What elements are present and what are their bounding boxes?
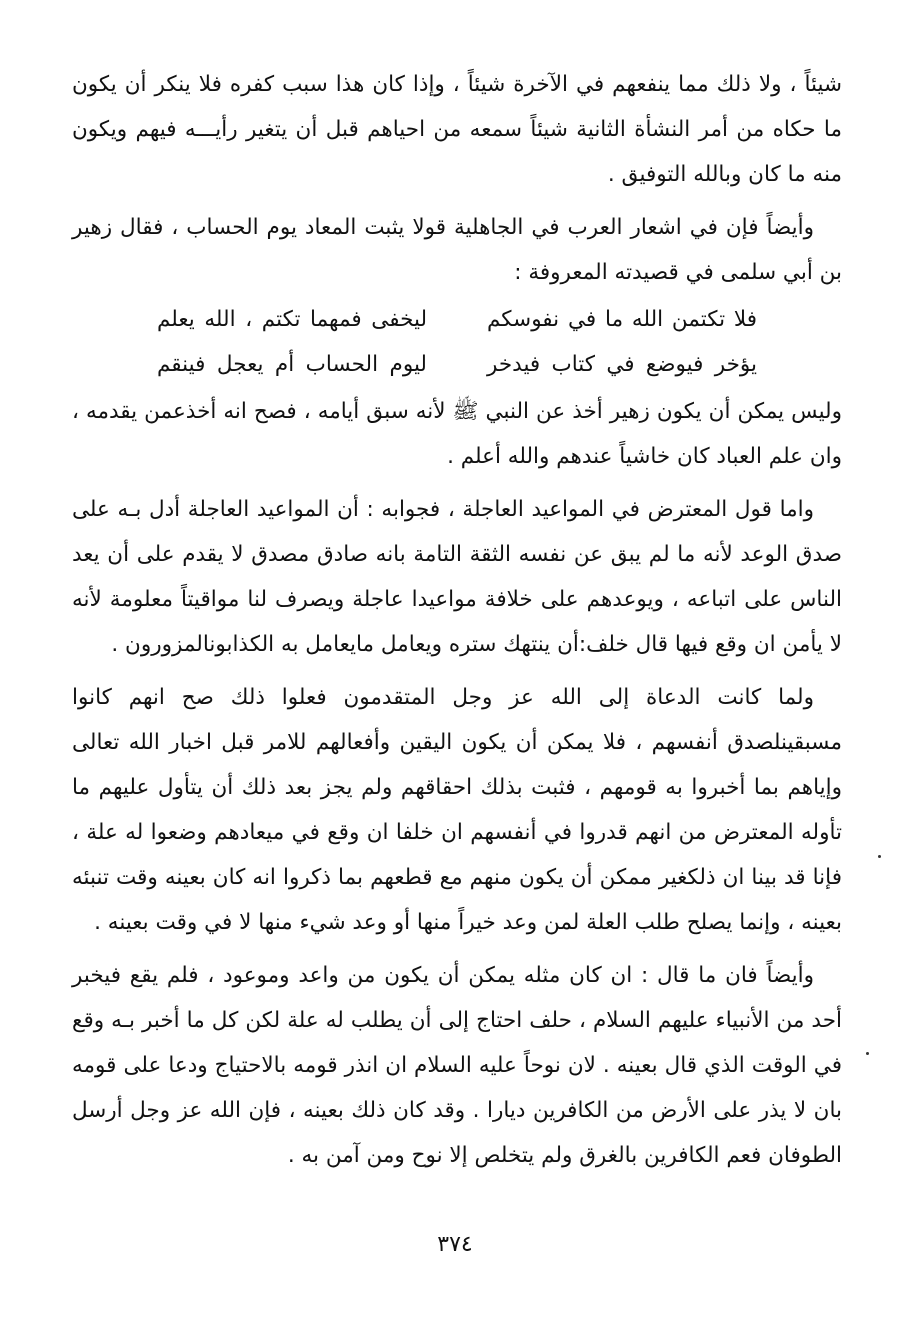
poem-verses — [72, 295, 842, 389]
verse-2 — [72, 342, 842, 387]
paragraph-4: واما قول المعترض في المواعيد العاجلة ، فجوابه : أن المواعيد العاجلة أدل بـه على صدق الوعد لأنه ما لم يبق عن نفسه الثقة التامة بانه صادق مصدق لا يقدم على أن يعد الناس على اتباعه ، ويوعدهم على خلافة مواعيدا عاجلة ويصرف لنا مواقيتاً معلومة لأنه لا يأمن ان وقع فيها قال خلف:أن ينتهك ستره ويعامل مايعامل به الكذابونالمزورون . — [72, 497, 842, 657]
paragraph-3: وليس يمكن أن يكون زهير أخذ عن النبي ﷺ لأنه سبق أيامه ، فصح انه أخذعمن يقدمه ، وان علم العباد كان خاشياً عندهم والله أعلم . — [72, 399, 842, 469]
page-body — [72, 62, 842, 1178]
verse-2-second-hemistich: ليوم الحساب أم يعجل فينقم — [157, 352, 427, 377]
paragraph-2: وأيضاً فإن في اشعار العرب في الجاهلية قولا يثبت المعاد يوم الحساب ، فقال زهير بن أبي سلمى في قصيدته المعروفة : — [72, 215, 842, 285]
paragraph-6: وأيضاً فان ما قال : ان كان مثله يمكن أن يكون من واعد وموعود ، فلم يقع فيخبر أحد من الأنبياء عليهم السلام ، حلف احتاج إلى أن يطلب له علة لكن كل ما أخبر بـه وقع في الوقت الذي قال بعينه . لان نوحاً عليه السلام ان انذر قومه بالاحتياج ودعا على قومه بان لا يذر على الأرض من الكافرين ديارا . وقد كان ذلك بعينه ، فإن الله عز وجل أرسل الطوفان فعم الكافرين بالغرق ولم يتخلص إلا نوح ومن آمن به . — [72, 963, 842, 1168]
verse-2-first-hemistich: يؤخر فيوضع في كتاب فيدخر — [487, 352, 757, 377]
verse-1-first-hemistich: فلا تكتمن الله ما في نفوسكم — [487, 307, 757, 332]
paragraph-5: ولما كانت الدعاة إلى الله عز وجل المتقدمون فعلوا ذلك صح انهم كانوا مسبقينلصدق أنفسهم ، فلا يمكن أن يكون اليقين وأفعالهم للامر قبل اخبار الله تعالى وإياهم بما أخبروا به قومهم ، فثبت بذلك احقاقهم ولم يجز بعد ذلك أن يتأول عليهم ما تأوله المعترض من انهم قدروا في أنفسهم ان خلفا ان وقع في ميعادهم وضعوا له علة ، فإنا قد بينا ان ذلكغير ممكن أن يكون منهم مع قطعهم بما ذكروا انه كان بعينه وقت تنبئه بعينه ، وإنما يصلح طلب العلة لمن وعد خيراً منها أو وعد شيء منها لا في وقت بعينه . — [72, 685, 842, 935]
verse-1 — [72, 297, 842, 342]
margin-speck-2 — [866, 1052, 869, 1055]
page-number: ٣٧٤ — [437, 1232, 473, 1257]
margin-speck-1 — [878, 855, 881, 858]
paragraph-1: شيئاً ، ولا ذلك مما ينفعهم في الآخرة شيئاً ، وإذا كان هذا سبب كفره فلا ينكر أن يكون ما حكاه من أمر النشأة الثانية شيئاً سمعه من احياهم قبل أن يتغير رأيـــه فيهم ويكون منه ما كان وبالله التوفيق . — [72, 72, 842, 187]
verse-1-second-hemistich: ليخفى فمهما تكتم ، الله يعلم — [157, 307, 427, 332]
